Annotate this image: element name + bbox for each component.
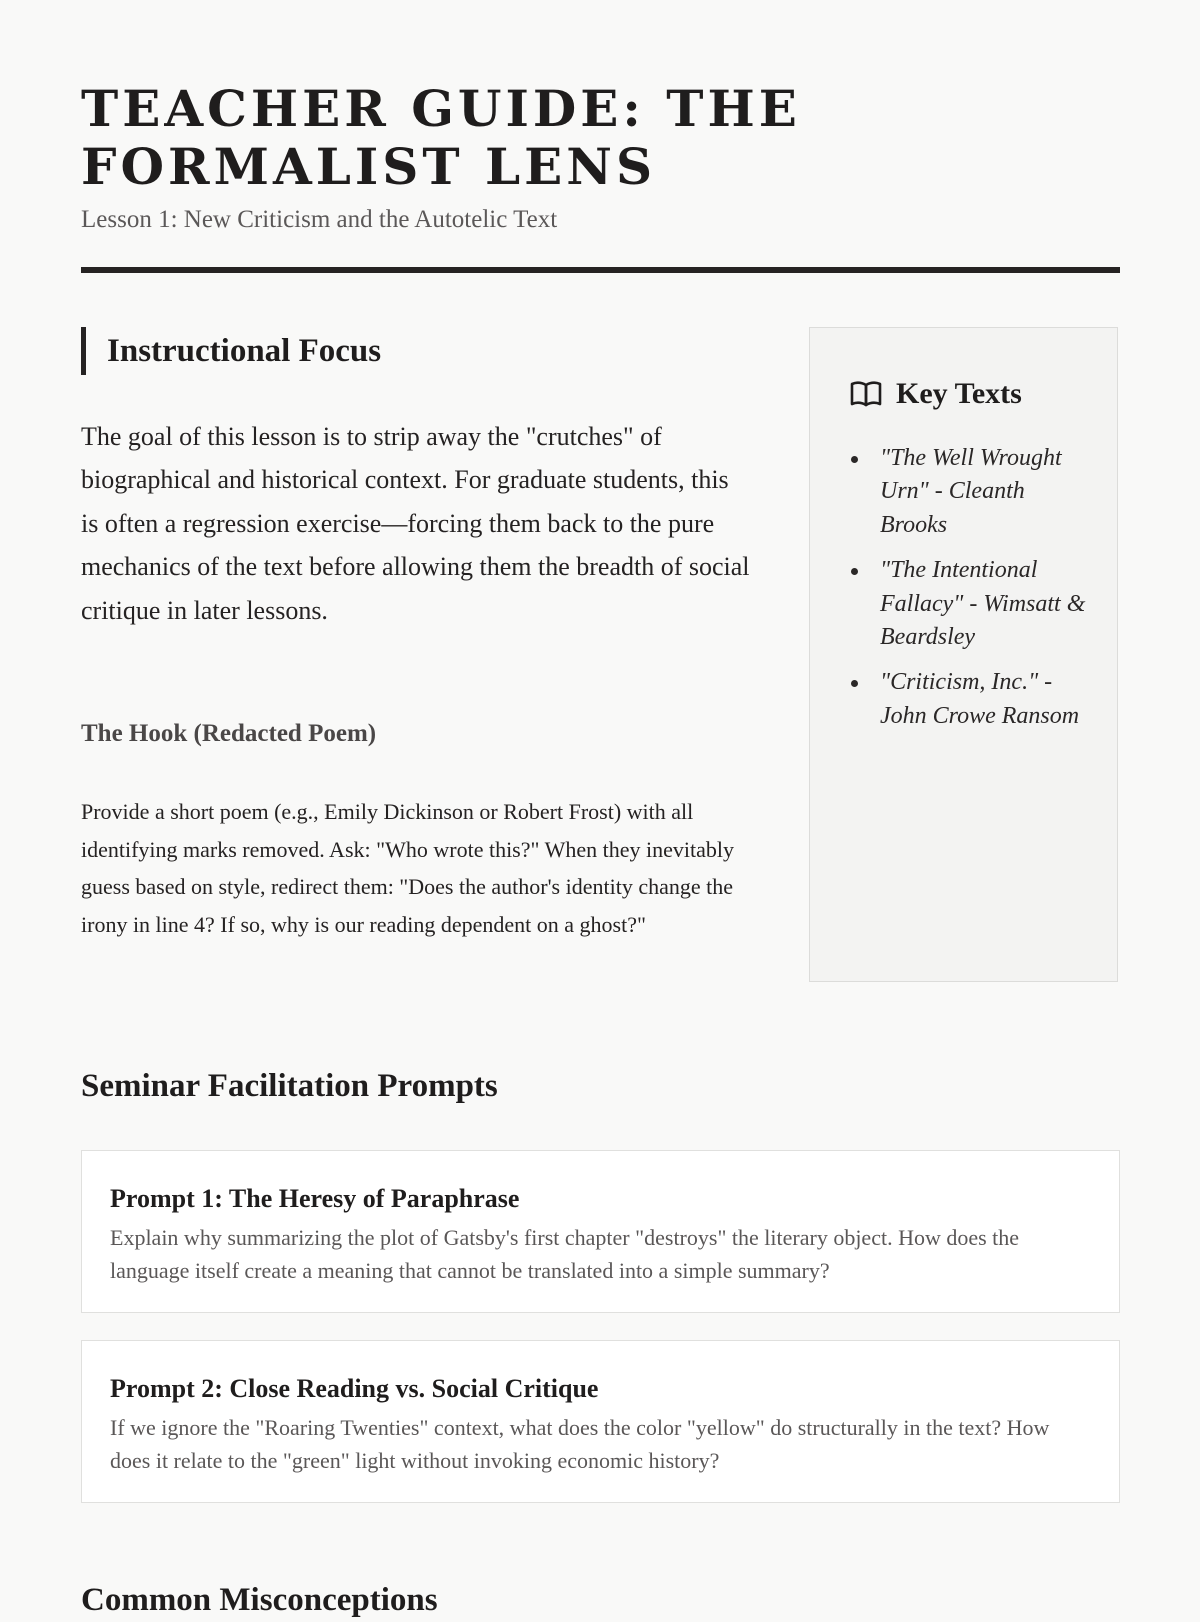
key-texts-title: Key Texts	[896, 377, 1022, 410]
seminar-prompts-heading: Seminar Facilitation Prompts	[81, 1068, 498, 1104]
key-texts-list	[850, 442, 1090, 745]
prompt-text: Explain why summarizing the plot of Gatsby's first chapter "destroys" the literary object. How does the language itself create a meaning that cannot be translated into a simple summary?	[110, 1225, 1020, 1284]
prompt-text: If we ignore the "Roaring Twenties" context, what does the color "yellow" do structurally in the text? How does it relate to the "green" light without invoking economic history?	[110, 1415, 1050, 1474]
key-texts-sidebar	[809, 327, 1118, 982]
key-text-item: "The Intentional Fallacy" - Wimsatt & Beardsley	[850, 554, 1090, 654]
title-divider	[81, 267, 1120, 273]
instructional-focus-text: The goal of this lesson is to strip away the "crutches" of biographical and historical context. For graduate students, this is often a regression exercise—forcing them back to the pure mechanics of the text before allowing them the breadth of social critique in later lessons.	[81, 422, 750, 625]
prompt-card	[81, 1150, 1120, 1313]
page-title: TEACHER GUIDE: THE FORMALIST LENS	[81, 79, 801, 196]
prompt-title: Prompt 1: The Heresy of Paraphrase	[110, 1184, 520, 1213]
prompt-card	[81, 1340, 1120, 1503]
key-text-item: "Criticism, Inc." - John Crowe Ransom	[850, 666, 1090, 733]
page-subtitle: Lesson 1: New Criticism and the Autotelic Text	[81, 206, 558, 233]
instructional-focus-heading: Instructional Focus	[107, 333, 382, 369]
misconceptions-heading: Common Misconceptions	[81, 1582, 438, 1618]
book-icon	[850, 380, 882, 408]
section-accent-bar	[81, 327, 86, 375]
key-texts-header	[850, 372, 1022, 416]
hook-heading: The Hook (Redacted Poem)	[81, 720, 377, 747]
prompt-title: Prompt 2: Close Reading vs. Social Critique	[110, 1374, 599, 1403]
key-text-item: "The Well Wrought Urn" - Cleanth Brooks	[850, 442, 1090, 542]
hook-text: Provide a short poem (e.g., Emily Dickinson or Robert Frost) with all identifying marks removed. Ask: "Who wrote this?" When they inevitably guess based on style, redirect them: "Does the author's identity change the irony in line 4? If so, why is our reading dependent on a ghost?"	[81, 799, 734, 937]
